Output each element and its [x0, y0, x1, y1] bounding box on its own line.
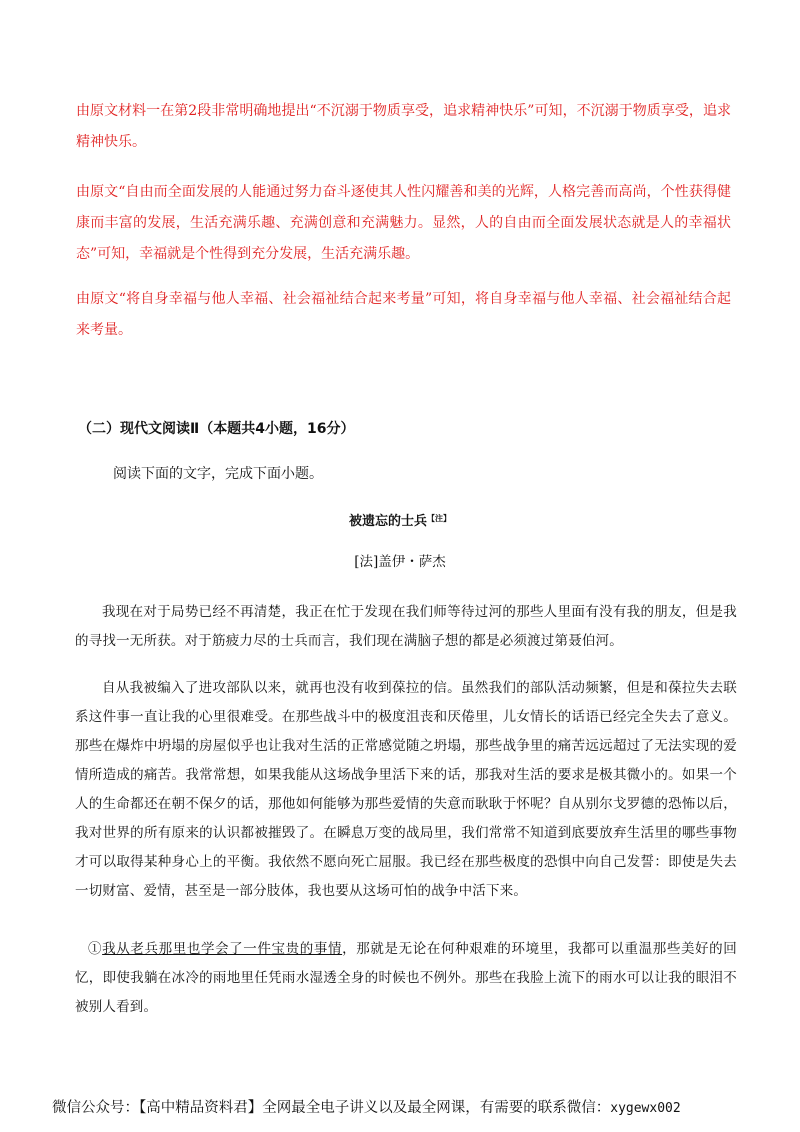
paragraph-3-text: ，那就是无论在何种艰难的环境里，我都可以重温那些美好的回忆，即使我躺在冰冷的雨地里任凭雨水湿透全身的时候也不例外。那些在我脸上流下的雨水可以让我的眼泪不被别人看到。: [75, 941, 737, 1015]
paragraph-2-text: 自从我被编入了进攻部队以来，就再也没有收到葆拉的信。虽然我们的部队活动频繁，但是和葆拉失去联系这件事一直让我的心里很难受。在那些战斗中的极度沮丧和厌倦里，儿女情长的话语已经完全失去了意义。那些在爆炸中坍塌的房屋似乎也让我对生活的正常感觉随之坍塌，那些战争里的痛苦远远超过了无法实现的爱情所造成的痛苦。我常常想，如果我能从这场战争里活下来的话，那我对生活的要求是极其微小的。如果一个人的生命都还在朝不保夕的话，那他如何能够为那些爱情的失意而耿耿于怀呢？自从别尔戈罗德的恐怖以后，我对世界的所有原来的认识都被摧毁了。在瞬息万变的战局里，我们常常不知道到底要放弃生活里的哪些事物才可以取得某种身心上的平衡。我依然不愿向死亡屈服。我已经在那些极度的恐惧中向自己发誓：即使是失去一切财富、爱情，甚至是一部分肢体，我也要从这场可怕的战争中活下来。: [75, 680, 737, 899]
article-paragraph-1: [75, 598, 737, 656]
article-paragraph-2: [75, 674, 737, 906]
answer-explanation-1: 由原文材料一在第2段非常明确地提出“不沉溺于物质享受，追求精神快乐”可知，不沉溺于物质享受，追求精神快乐。: [76, 103, 731, 150]
reading-instruction: 阅读下面的文字，完成下面小题。: [113, 466, 323, 482]
paragraph-1-text: 我现在对于局势已经不再清楚，我正在忙于发现在我们师等待过河的那些人里面有没有我的朋友，但是我的寻找一无所获。对于筋疲力尽的士兵而言，我们现在满脑子想的都是必须渡过第聂伯河。: [75, 604, 737, 649]
footer-note: [52, 1096, 681, 1121]
answer-explanation-3: 由原文“将自身幸福与他人幸福、社会福祉结合起来考量”可知，将自身幸福与他人幸福、社会福祉结合起来考量。: [76, 291, 731, 338]
article-paragraph-3: [75, 935, 737, 1022]
title-note-marker: 【注】: [427, 513, 451, 523]
paragraph-3-marker: ①: [88, 941, 103, 957]
underlined-sentence-1: 我从老兵那里也学会了一件宝贵的事情: [102, 941, 343, 957]
article-author: [法]盖伊・萨杰: [354, 554, 446, 570]
footer-text: 微信公众号：【高中精品资料君】全网最全电子讲义以及最全网课，有需要的联系微信：: [52, 1100, 611, 1116]
answer-explanation-2: 由原文“自由而全面发展的人能通过努力奋斗逐使其人性闪耀善和美的光辉，人格完善而高尚，个性获得健康而丰富的发展，生活充满乐趣、充满创意和充满魅力。显然，人的自由而全面发展状态就是人的幸福状态”可知，幸福就是个性得到充分发展，生活充满乐趣。: [76, 184, 731, 262]
footer-wechat-id: xygewx002: [610, 1101, 681, 1116]
article-title-text: 被遗忘的士兵: [348, 514, 427, 529]
section-heading: （二）现代文阅读Ⅱ（本题共4小题，16分）: [78, 421, 355, 437]
article-title: [0, 507, 800, 533]
